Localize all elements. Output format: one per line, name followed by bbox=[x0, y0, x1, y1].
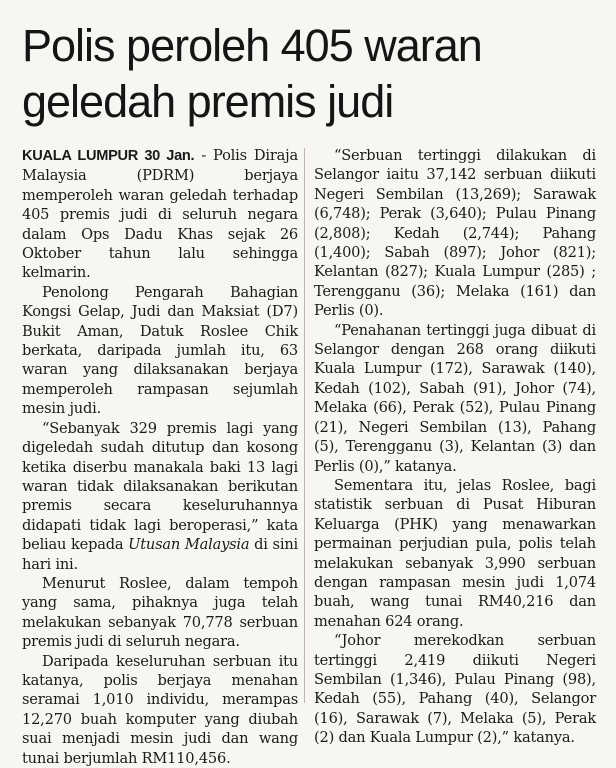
paragraph-3 bbox=[22, 419, 298, 574]
column-divider bbox=[304, 148, 305, 703]
dateline: KUALA LUMPUR 30 Jan. bbox=[22, 148, 195, 164]
article-column-right bbox=[314, 146, 596, 748]
article-column-left bbox=[22, 146, 298, 768]
paragraph-3-text: “Sebanyak 329 premis lagi yang digeledah sudah ditutup dan kosong ketika diserbu manakala baki 13 lagi waran tidak dilaksanakan berikutan premis secara keseluruhannya didapati tidak lagi beroperasi,” kata beliau kepada bbox=[22, 419, 298, 554]
paragraph-7: “Penahanan tertinggi juga dibuat di Selangor dengan 268 orang diikuti Kuala Lumpur (172), Sarawak (140), Kedah (102), Sabah (91), Johor (74), Melaka (66), Perak (52), Pulau Pinang (21), Negeri Sembilan (13), Pahang (5), Terengganu (3), Kelantan (3) dan Perlis (0),” katanya. bbox=[314, 321, 596, 475]
lead-text: - Polis Diraja Malaysia (PDRM) berjaya memperoleh waran geledah terhadap 405 premis judi di seluruh negara dalam Ops Dadu Khas sejak 26 Oktober tahun lalu sehingga kelmarin. bbox=[22, 147, 298, 282]
publication-name: Utusan Malaysia bbox=[128, 536, 250, 554]
headline-line-1: Polis peroleh 405 waran bbox=[22, 20, 482, 71]
headline-line-2: geledah premis judi bbox=[22, 76, 394, 127]
paragraph-8: Sementara itu, jelas Roslee, bagi statistik serbuan di Pusat Hiburan Keluarga (PHK) yang menawarkan permainan perjudian pula, polis telah melakukan sebanyak 3,990 serbuan dengan rampasan mesin judi 1,074 buah, wang tunai RM40,216 dan menahan 624 orang. bbox=[314, 476, 596, 630]
lead-paragraph bbox=[22, 146, 298, 283]
paragraph-2: Penolong Pengarah Bahagian Kongsi Gelap, Judi dan Maksiat (D7) Bukit Aman, Datuk Roslee Chik berkata, daripada jumlah itu, 63 waran yang dilaksanakan berjaya memperoleh rampasan sejumlah mesin judi. bbox=[22, 283, 298, 418]
paragraph-4: Menurut Roslee, dalam tempoh yang sama, pihaknya juga telah melakukan sebanyak 70,778 serbuan premis judi di seluruh negara. bbox=[22, 574, 298, 651]
paragraph-3-tail: di sini hari ini. bbox=[22, 536, 298, 573]
paragraph-5: Daripada keseluruhan serbuan itu katanya, polis berjaya menahan seramai 1,010 individu, merampas 12,270 buah komputer yang diubah suai menjadi mesin judi dan wang tunai berjumlah RM110,456. bbox=[22, 652, 298, 767]
paragraph-6: “Serbuan tertinggi dilakukan di Selangor iaitu 37,142 serbuan diikuti Negeri Sembilan (13,269); Sarawak (6,748); Perak (3,640); Pulau Pinang (2,808); Kedah (2,744); Pahang (1,400); Sabah (897); Johor (821); Kelantan (827); Kuala Lumpur (285) ; Terengganu (36); Melaka (161) dan Perlis (0). bbox=[314, 147, 596, 320]
headline bbox=[22, 18, 602, 130]
paragraph-9: “Johor merekodkan serbuan tertinggi 2,419 diikuti Negeri Sembilan (1,346), Pulau Pinang (98), Kedah (55), Pahang (40), Selangor (16), Sarawak (7), Melaka (5), Perak (2) dan Kuala Lumpur (2),” katanya. bbox=[314, 632, 596, 747]
